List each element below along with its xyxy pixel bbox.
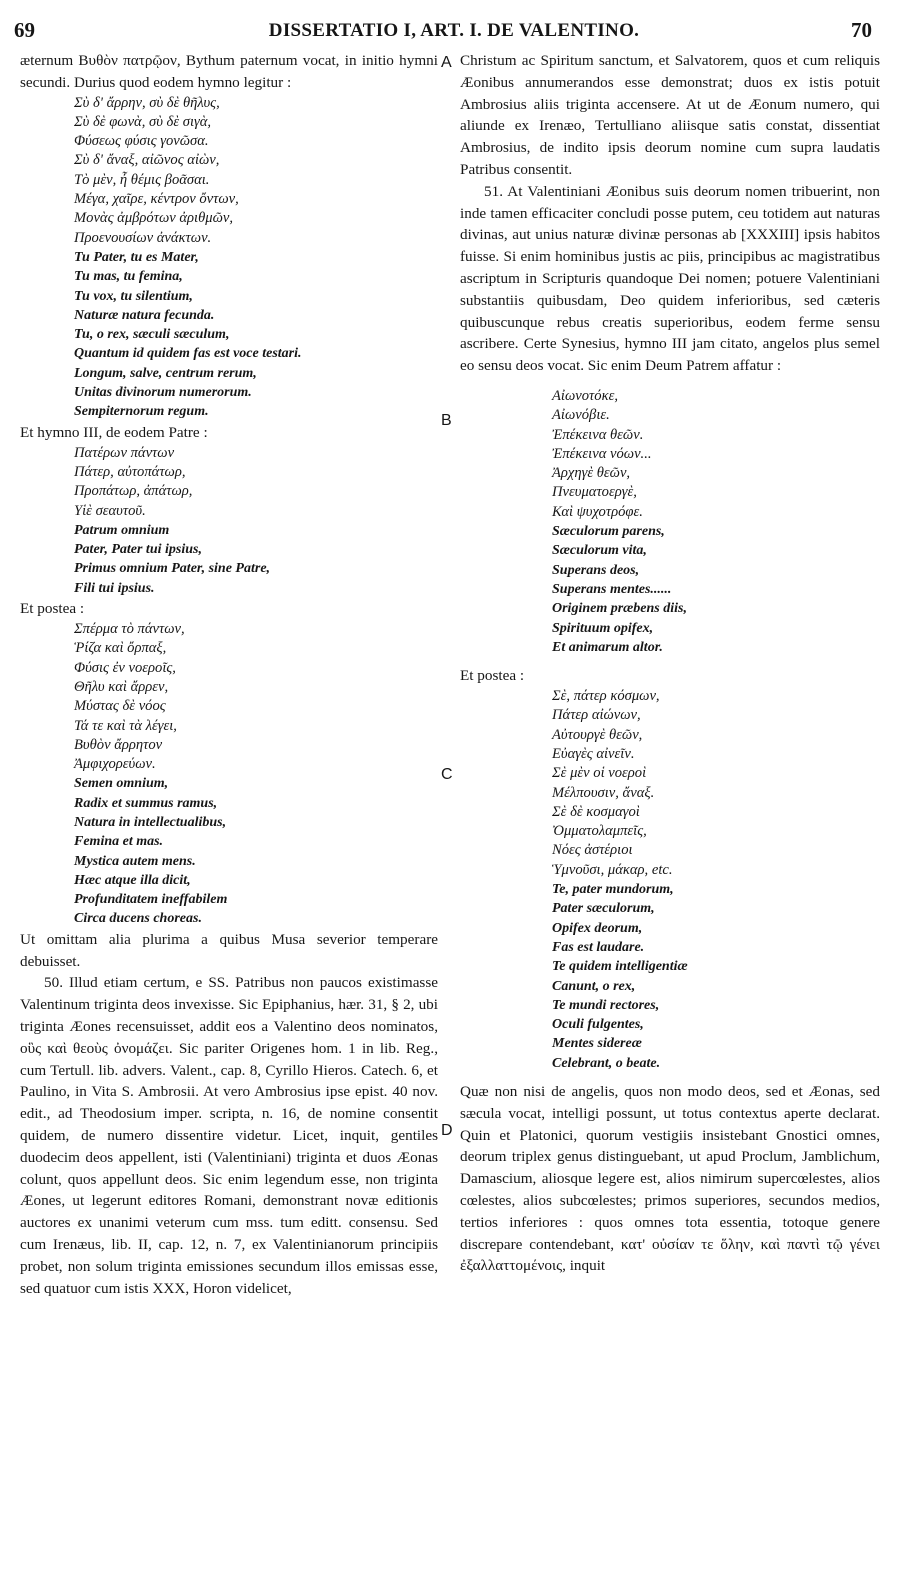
- paragraph: Christum ac Spiritum sanctum, et Salvatorem, quos et cum reliquis Æonibus annumerandos esse demonstrat; duos ex istis potuit Ambrosius aliis triginta accensere. At ut de Æonum numero, qui aliunde ex Irenæo, Tertulliano aliisque satis constat, dissentiat Ambrosius, de indito ipsis deorum nomine cum supra laudatis Patribus consentit.: [460, 52, 880, 178]
- greek-verse: [20, 94, 438, 248]
- verse-line: Patrum omnium: [74, 522, 170, 538]
- margin-letter-d: D: [441, 1122, 453, 1139]
- verse-line: Μέγα, χαῖρε, κέντρον ὄντων,: [74, 191, 239, 208]
- margin-letter-b: B: [441, 412, 452, 429]
- verse-line: Sæculorum parens,: [552, 524, 665, 540]
- greek-verse: [20, 620, 438, 774]
- greek-verse: [460, 387, 880, 522]
- verse-line: Te mundi rectores,: [552, 997, 660, 1013]
- verse-line: Longum, salve, centrum rerum,: [74, 365, 257, 381]
- verse-line: Ἀρχηγὲ θεῶν,: [552, 465, 631, 482]
- page-number-left: 69: [14, 18, 35, 42]
- verse-line: Te quidem intelligentiæ: [552, 959, 688, 975]
- verse-line: Hæc atque illa dicit,: [74, 872, 191, 888]
- verse-line: Πατέρων πάντων: [74, 444, 175, 461]
- greek-verse: [20, 444, 438, 521]
- verse-line: Θῆλυ καὶ ἄρρεν,: [74, 678, 169, 695]
- paragraph: 51. At Valentiniani Æonibus suis deorum nomen tribuerint, non inde tamen efficaciter concludi posse putem, ceu totidem aut naturas divinas, aut unius naturæ divinæ personas ab [XXXIII] ipsis habitos fuisse. Si enim hominibus justis ac piis, principibus ac magistratibus ascriptum in Scripturis quandoque Dei nomen; potuere Valentiniani substantiis quibusdam, Deo quidem inferioribus, sed cæteris quibuscunque rebus creatis superioribus, eodem ferme sensu ascribere. Certe Synesius, hymno III jam citato, angelos plus semel eo sensu deos vocat. Sic enim Deum Patrem affatur :: [460, 182, 880, 375]
- verse-line: Superans deos,: [552, 562, 640, 578]
- verse-line: Et animarum altor.: [552, 639, 663, 655]
- verse-line: Πάτερ αἰώνων,: [552, 707, 641, 724]
- verse-line: Αἰωνόβιε.: [552, 407, 610, 424]
- verse-line: Φύσις ἐν νοεροῖς,: [74, 659, 176, 676]
- verse-line: Mentes sidereæ: [552, 1036, 642, 1052]
- verse-line: Pater, Pater tui ipsius,: [74, 542, 202, 558]
- paragraph: Ut omittam alia plurima a quibus Musa severior temperare debuisset.: [20, 930, 438, 970]
- verse-line: Celebrant, o beate.: [552, 1055, 661, 1071]
- verse-line: Profunditatem ineffabilem: [74, 892, 228, 908]
- verse-line: Sempiternorum regum.: [74, 404, 209, 420]
- verse-line: Originem præbens diis,: [552, 601, 687, 617]
- verse-line: Fili tui ipsius.: [74, 580, 155, 596]
- verse-line: Naturæ natura fecunda.: [74, 307, 215, 323]
- verse-label: Et postea :: [20, 600, 85, 618]
- latin-verse: [460, 522, 880, 657]
- verse-line: Circa ducens choreas.: [74, 911, 202, 927]
- verse-line: Mystica autem mens.: [74, 853, 196, 869]
- verse-line: Pater sæculorum,: [552, 901, 655, 917]
- verse-line: Sæculorum vita,: [552, 543, 647, 559]
- verse-line: Μύστας δὲ νόος: [74, 698, 166, 715]
- verse-line: Φύσεως φύσις γονῶσα.: [74, 133, 209, 150]
- verse-line: Tu, o rex, sæculi sæculum,: [74, 327, 230, 343]
- verse-line: Natura in intellectualibus,: [74, 814, 227, 830]
- verse-line: Ἐπέκεινα νόων...: [552, 445, 652, 462]
- verse-line: Προενουσίων ἀνάκτων.: [74, 229, 212, 246]
- latin-verse: [20, 521, 438, 598]
- verse-line: Τὸ μὲν, ἦ θέμις βοᾶσαι.: [74, 171, 210, 188]
- verse-label: Et postea :: [460, 667, 525, 685]
- verse-line: Primus omnium Pater, sine Patre,: [74, 561, 271, 577]
- verse-line: Υἱὲ σεαυτοῦ.: [74, 502, 146, 519]
- verse-line: Πνευματοεργὲ,: [552, 484, 637, 501]
- verse-line: Semen omnium,: [74, 776, 169, 792]
- verse-line: Σὲ, πάτερ κόσμων,: [552, 688, 660, 705]
- verse-line: Oculi fulgentes,: [552, 1017, 644, 1033]
- verse-label: Et hymno III, de eodem Patre :: [20, 423, 208, 441]
- verse-line: Μονὰς ἀμβρότων ἀριθμῶν,: [74, 210, 234, 227]
- verse-line: Ὀμματολαμπεῖς,: [552, 823, 647, 840]
- verse-line: Αἰωνοτόκε,: [552, 387, 618, 404]
- verse-line: Ἐπέκεινα θεῶν.: [552, 426, 644, 443]
- verse-line: Σὲ δὲ κοσμαγοὶ: [552, 803, 640, 820]
- verse-line: Tu mas, tu femina,: [74, 269, 183, 285]
- verse-line: Σὺ δὲ φωνὰ, σὺ δὲ σιγὰ,: [74, 113, 212, 130]
- verse-line: Σπέρμα τὸ πάντων,: [74, 621, 185, 638]
- latin-verse: [460, 880, 880, 1073]
- verse-line: Πάτερ, αὐτοπάτωρ,: [74, 463, 186, 480]
- left-column: [20, 50, 438, 1299]
- margin-letter-a: A: [441, 54, 452, 71]
- verse-line: Καὶ ψυχοτρόφε.: [552, 503, 643, 520]
- verse-line: Quantum id quidem fas est voce testari.: [74, 346, 302, 362]
- verse-line: Opifex deorum,: [552, 920, 643, 936]
- verse-line: Ὑμνοῦσι, μάκαρ, etc.: [552, 861, 673, 878]
- verse-line: Ῥίζα καὶ ὄρπαξ,: [74, 640, 167, 657]
- verse-line: Superans mentes......: [552, 581, 672, 597]
- verse-line: Tu Pater, tu es Mater,: [74, 249, 199, 265]
- verse-line: Femina et mas.: [74, 834, 164, 850]
- verse-line: Μέλπουσιν, ἄναξ.: [552, 784, 655, 801]
- verse-line: Σὲ μὲν οἱ νοεροὶ: [552, 765, 647, 782]
- verse-line: Unitas divinorum numerorum.: [74, 385, 252, 401]
- verse-line: Νόες ἀστέριοι: [552, 842, 633, 859]
- verse-line: Προπάτωρ, ἀπάτωρ,: [74, 483, 193, 500]
- latin-verse: [20, 774, 438, 928]
- verse-line: Spirituum opifex,: [552, 620, 654, 636]
- verse-line: Σὺ δ' ἄναξ, αἰῶνος αἰὼν,: [74, 152, 220, 169]
- verse-line: Radix et summus ramus,: [74, 795, 218, 811]
- verse-line: Canunt, o rex,: [552, 978, 636, 994]
- verse-line: Τά τε καὶ τὰ λέγει,: [74, 717, 177, 734]
- verse-line: Tu vox, tu silentium,: [74, 288, 193, 304]
- paragraph: 50. Illud etiam certum, e SS. Patribus non paucos existimasse Valentinum triginta deos invexisse. Sic Epiphanius, hær. 31, § 2, ubi triginta Æones recensuisset, addit eos a Valentino deos nominatos, οὓς καὶ θεοὺς ὀνομάζει. Sic pariter Origenes hom. 1 in lib. Reg., cum Tertull. lib. advers. Valent., cap. 8, Cyrillo Hieros. Catech. 6, et Paulino, in Vita S. Ambrosii. At vero Ambrosius ipse epist. 40 nov. edit., ad Theodosium imper. scripta, n. 16, de nomine consentit quidem, de numero dissentire videtur. Licet, inquit, gentiles duodecim deos appellent, isti (Valentiniani) triginta et duos Æonas colunt, quos appellunt deos. Sic enim legendum esse, non triginta Æones, ut legerunt editores Romani, demonstrant novæ editionis auctores ex unanimi veterum cum mss. tum editt. consensu. Sed cum Irenæus, lib. II, cap. 12, n. 7, ex Valentinianorum principiis probet, non solum triginta emissiones secundum illos emissas esse, sed quatuor cum istis XXX, Horon videlicet,: [20, 974, 438, 1297]
- margin-letter-c: C: [441, 766, 453, 783]
- verse-line: Ἀμφιχορεύων.: [74, 756, 156, 773]
- greek-verse: [460, 687, 880, 880]
- paragraph: Quæ non nisi de angelis, quos non modo deos, sed et Æonas, sed sæcula vocat, intelligi possunt, ut totus contextus aperte declarat. Quin et Platonici, quorum vestigiis insistebant Gnostici omnes, deorum triplex genus distinguebant, ut apud Proclum, Jamblichum, Damascium, aliosque legere est, alios nimirum supercœlestes, alios cœlestes, alios subcœlestes; primos superiores, secundos medios, tertios inferiores : quos omnes tota essentia, totoque genere discrepare contendebant, κατ' οὐσίαν τε ὅλην, καὶ παντὶ τῷ γένει ἐξαλλαττομένοις, inquit: [460, 1083, 880, 1275]
- running-header: [0, 18, 908, 44]
- verse-line: Te, pater mundorum,: [552, 882, 674, 898]
- verse-line: Εὐαγὲς αἰνεῖν.: [552, 746, 635, 762]
- verse-line: Σὺ δ' ἄρρην, σὺ δὲ θῆλυς,: [74, 94, 220, 111]
- verse-line: Αὐτουργὲ θεῶν,: [552, 726, 643, 743]
- latin-verse: [20, 248, 438, 422]
- page-number-right: 70: [851, 18, 872, 42]
- running-title: DISSERTATIO I, ART. I. DE VALENTINO.: [268, 20, 640, 41]
- verse-line: Fas est laudare.: [552, 939, 645, 955]
- right-column: [460, 50, 880, 1277]
- verse-line: Βυθὸν ἄρρητον: [74, 736, 163, 753]
- paragraph: æternum Βυθὸν πατρῷον, Bythum paternum vocat, in initio hymni secundi. Durius quod eodem hymno legitur :: [20, 52, 438, 91]
